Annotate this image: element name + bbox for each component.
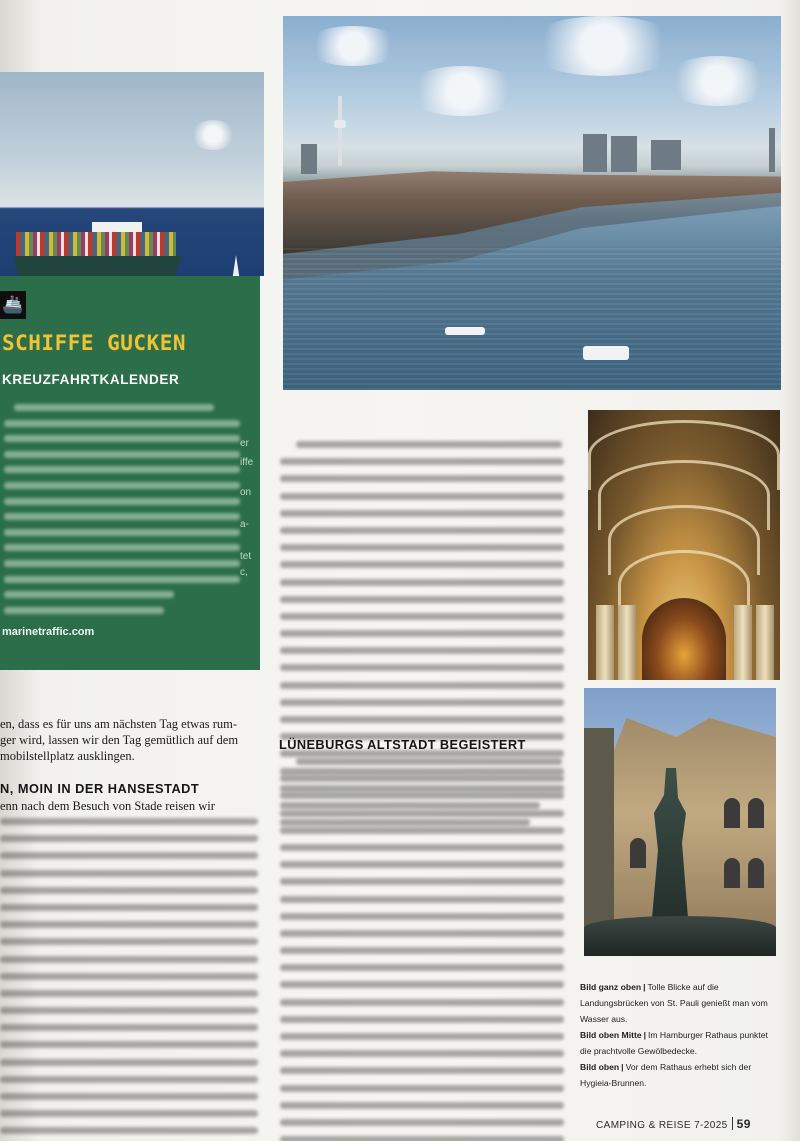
section-heading-hansestadt: N, MOIN IN DER HANSESTADT <box>0 781 200 796</box>
text-line: en, dass es für uns am nächsten Tag etwas rum- <box>0 717 238 731</box>
box-title: SCHIFFE GUCKEN <box>2 331 187 355</box>
page-number: 59 <box>736 1117 751 1131</box>
text-line: ger wird, lassen wir den Tag gemütlich auf dem <box>0 733 239 747</box>
harbor-photo <box>283 16 781 390</box>
section-heading-lueneburg: LÜNEBURGS ALTSTADT BEGEISTERT <box>279 737 526 752</box>
text-line: mobilstellplatz ausklingen. <box>0 749 135 763</box>
box-text-fragment: er <box>240 438 249 449</box>
box-text-fragment: on <box>240 487 252 498</box>
info-box <box>0 276 260 670</box>
rathaus-vault-photo <box>588 410 780 680</box>
body-text-blurred <box>0 818 258 1141</box>
container-ship-photo <box>0 72 264 276</box>
page-footer <box>596 1117 751 1131</box>
caption-middle: Bild oben Mitte | Im Hamburger Rathaus punktet die prachtvolle Gewölbedecke. <box>580 1030 768 1056</box>
caption-bottom: Bild oben | Vor dem Rathaus erhebt sich der Hygieia-Brunnen. <box>580 1062 752 1088</box>
magazine-name: CAMPING & REISE <box>596 1120 691 1131</box>
box-text-fragment: tet <box>240 551 252 562</box>
issue-number: 7-2025 <box>694 1120 728 1131</box>
box-text-fragment: a- <box>240 519 249 530</box>
ship-icon: 🚢 <box>0 291 26 319</box>
box-url: marinetraffic.com <box>2 626 95 638</box>
photo-captions <box>580 979 780 1091</box>
left-column-text <box>0 716 262 764</box>
box-text-fragment: iffe <box>240 457 254 468</box>
hygieia-fountain-photo <box>584 688 776 956</box>
body-text-blurred <box>280 758 564 1141</box>
caption-top: Bild ganz oben | Tolle Blicke auf die Landungsbrücken von St. Pauli genießt man vom Wasser aus. <box>580 982 768 1024</box>
box-text-fragment: c, <box>240 567 248 578</box>
box-subtitle: KREUZFAHRTKALENDER <box>2 372 180 387</box>
box-body-blurred <box>4 404 250 622</box>
text-line: enn nach dem Besuch von Stade reisen wir <box>0 799 215 813</box>
